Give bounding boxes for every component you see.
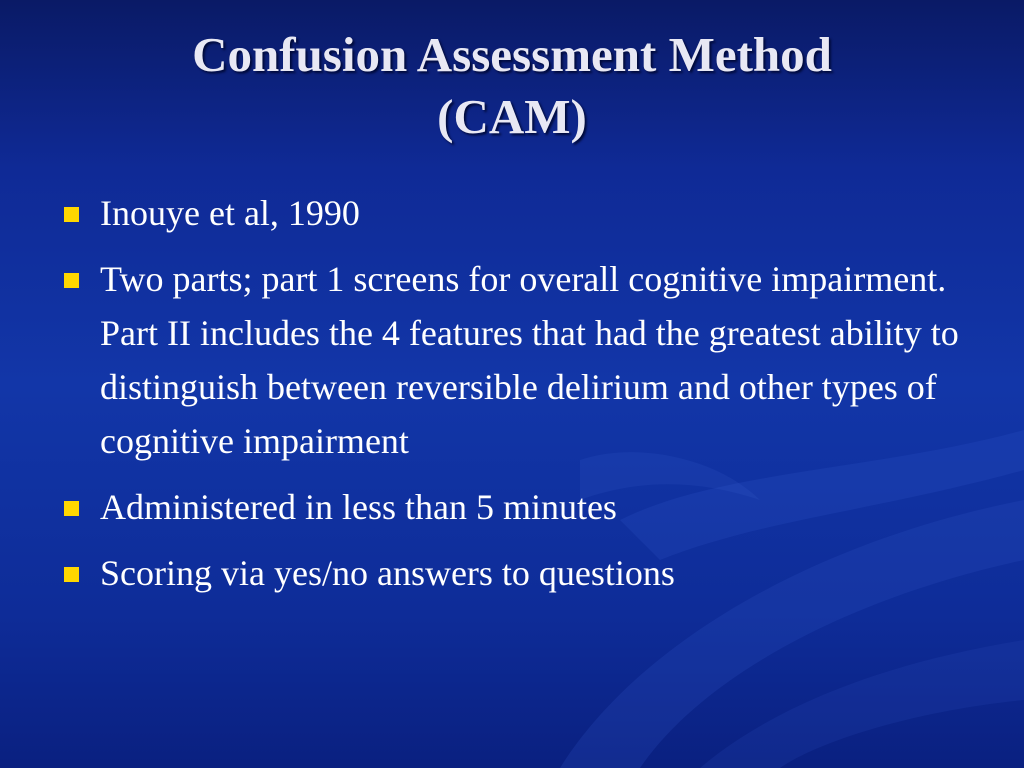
square-bullet-icon — [64, 273, 79, 288]
bullet-text-4: Scoring via yes/no answers to questions — [100, 553, 675, 593]
square-bullet-icon — [64, 567, 79, 582]
square-bullet-icon — [64, 501, 79, 516]
bullet-item-1 — [62, 186, 962, 240]
square-bullet-icon — [64, 207, 79, 222]
slide-title — [40, 24, 984, 148]
bullet-text-3: Administered in less than 5 minutes — [100, 487, 617, 527]
bullet-list — [62, 186, 968, 612]
bullet-item-4 — [62, 546, 962, 600]
bullet-text-2: Two parts; part 1 screens for overall cognitive impairment. Part II includes the 4 features that had the greatest ability to distinguish between reversible delirium and other types of cognitive impairment — [100, 259, 968, 461]
bullet-item-2 — [62, 252, 968, 468]
slide-title-line-1: Confusion Assessment Method — [192, 27, 832, 82]
slide-title-line-2: (CAM) — [437, 89, 587, 144]
bullet-item-3 — [62, 480, 962, 534]
bullet-text-1: Inouye et al, 1990 — [100, 193, 360, 233]
